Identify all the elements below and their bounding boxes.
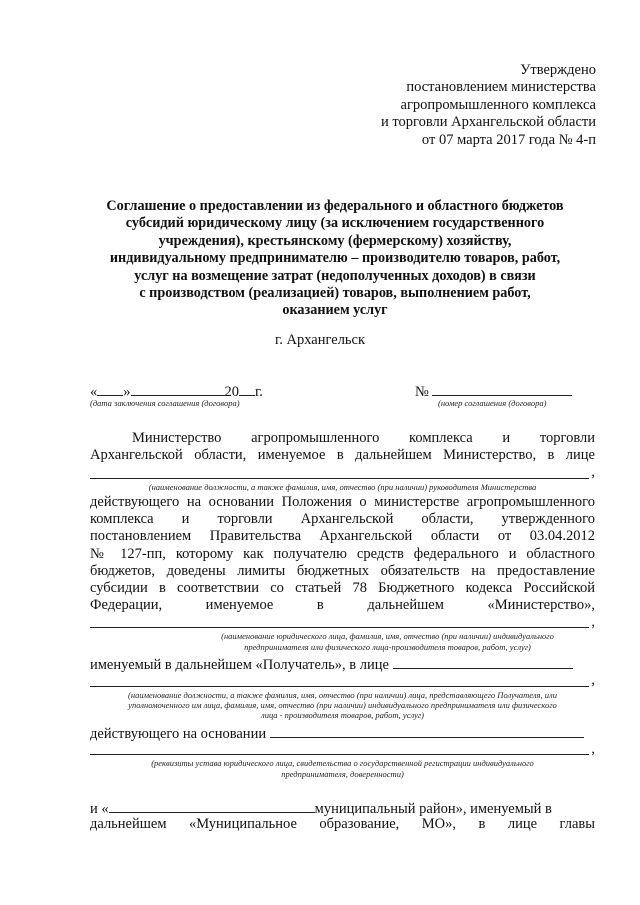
date-open-quote: « <box>90 384 98 400</box>
approval-line: Утверждено <box>520 62 596 78</box>
body-line: комплекса и торговли Архангельской области, утвержденного <box>90 511 595 528</box>
representative-hint <box>90 690 595 721</box>
day-blank[interactable] <box>97 381 123 396</box>
recipient-label: именуемый в дальнейшем «Получатель», в лице <box>90 657 389 674</box>
approval-line: и торговли Архангельской области <box>380 114 596 131</box>
comma: , <box>591 672 595 689</box>
ministry-official-hint: (наименование должности, а также фамилия, имя, отчество (при наличии) руководителя Министерства <box>148 481 537 492</box>
approval-line: постановлением министерства <box>406 79 596 96</box>
title-line: учреждения), крестьянскому (фермерскому) хозяйству, <box>158 232 512 249</box>
date-hint: (дата заключения соглашения (договора) <box>90 398 240 408</box>
hint-line: уполномоченного им лица, фамилия, имя, отчество (при наличии) индивидуального предпринимателя или физического <box>128 700 557 711</box>
comma: , <box>591 614 595 631</box>
year-prefix: 20 <box>224 384 239 400</box>
basis-label: действующего на основании <box>90 725 267 742</box>
title-line: оказанием услуг <box>282 302 388 319</box>
number-hint: (номер соглашения (договора) <box>438 398 547 408</box>
year-blank[interactable] <box>239 381 255 396</box>
hint-line: предпринимателя или физического лица-производителя товаров, работ, услуг) <box>244 641 531 652</box>
number-blank[interactable] <box>432 381 572 396</box>
mun-suffix: муниципальный район», именуемый в <box>314 801 552 818</box>
body-line: Архангельской области, именуемое в дальнейшем Министерство, в лице <box>90 447 595 464</box>
agreement-body <box>90 430 595 833</box>
municipality-field[interactable] <box>90 799 552 816</box>
comma: , <box>591 741 595 758</box>
year-suffix: г. <box>255 384 263 400</box>
recipient-rep-blank[interactable] <box>393 655 573 669</box>
number-sign: № <box>415 384 429 400</box>
body-line: бюджетов, доведены лимиты бюджетных обязательств на предоставление <box>90 562 595 579</box>
title-line: Соглашение о предоставлении из федерального и областного бюджетов <box>106 198 564 214</box>
requisites-blank[interactable] <box>90 741 595 758</box>
requisites-hint <box>90 758 595 779</box>
mun-prefix: и « <box>90 801 109 818</box>
basis-line[interactable] <box>90 724 595 741</box>
approval-line: от 07 марта 2017 года № 4-п <box>421 131 596 148</box>
title-line: услуг на возмещение затрат (недополученных доходов) в связи <box>134 267 536 284</box>
body-line: Министерство агропромышленного комплекса и торговли <box>132 430 595 446</box>
city-name: г. Архангельск <box>274 332 366 348</box>
recipient-label-line[interactable] <box>90 655 595 672</box>
title-line: субсидий юридическому лицу (за исключением государственного <box>125 215 545 232</box>
basis-blank[interactable] <box>270 724 584 738</box>
title-line: индивидуальному предпринимателю – производителю товаров, работ, <box>109 250 561 267</box>
body-line: Федерации, именуемое в дальнейшем «Министерство», <box>90 597 595 614</box>
body-line: дальнейшем «Муниципальное образование, МО», в лице главы <box>90 816 595 833</box>
hint-line: предпринимателя, доверенности) <box>281 768 404 779</box>
comma: , <box>591 464 595 481</box>
hint-line: (наименование юридического лица, фамилия, имя, отчество (при наличии) индивидуального <box>221 631 554 642</box>
date-close-quote: » <box>123 384 131 400</box>
body-line: действующего на основании Положения о министерстве агропромышленного <box>90 493 595 510</box>
title-line: с производством (реализацией) товаров, выполнением работ, <box>139 285 531 302</box>
recipient-name-blank[interactable] <box>90 614 595 631</box>
month-blank[interactable] <box>131 381 225 396</box>
hint-line: лица - производителя товаров, работ, услуг) <box>261 710 424 721</box>
ministry-official-blank[interactable] <box>90 464 595 481</box>
approval-line: агропромышленного комплекса <box>400 96 596 113</box>
approval-stamp <box>381 62 596 149</box>
body-line: субсидии в соответствии со статьей 78 Бюджетного кодекса Российской <box>90 579 595 596</box>
municipality-line[interactable] <box>90 799 595 816</box>
municipality-blank[interactable] <box>109 799 315 813</box>
hint-line: (наименование должности, а также фамилия, имя, отчество (при наличии) лица, представляющего Получателя, или <box>128 689 557 700</box>
recipient-rep-blank-2[interactable] <box>90 672 595 689</box>
document-title <box>70 198 600 320</box>
body-line: постановлением Правительства Архангельской области от 03.04.2012 <box>90 528 595 545</box>
hint-line: (реквизиты устава юридического лица, свидетельства о государственной регистрации индивидуального <box>151 758 534 769</box>
recipient-name-hint <box>90 631 595 652</box>
body-line: № 127-пп, которому как получателю средств федерального и областного <box>90 545 595 562</box>
